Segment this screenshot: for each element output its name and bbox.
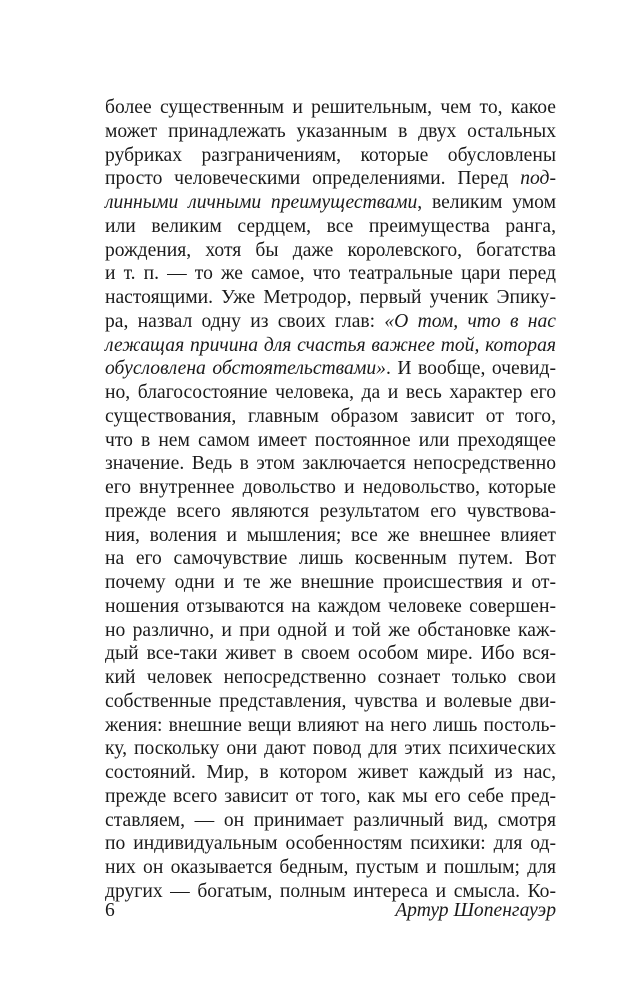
text-run: рождения, хотя бы даже королевского, богатства: [105, 239, 556, 261]
text-run: других — богатым, полным интереса и смысла. Ко-: [105, 880, 556, 902]
text-run: ношения отзываются на каждом человеке совершен-: [105, 595, 556, 617]
text-run: ра, назвал одну из своих глав:: [105, 310, 385, 332]
text-line: [105, 357, 556, 381]
text-run: настоящими. Уже Метродор, первый ученик Эпику-: [105, 287, 556, 308]
running-author: Артур Шопенгауэр: [395, 900, 556, 921]
text-line: [105, 310, 556, 334]
text-line: [105, 144, 556, 168]
text-run: по индивидуальным особенностям психики: для од-: [105, 833, 556, 855]
text-run: что в нем самом имеет постоянное или преходящее: [105, 429, 556, 451]
text-line: [105, 737, 556, 761]
text-line: [105, 714, 556, 738]
text-run: ку, поскольку они дают повод для этих психических: [105, 738, 556, 760]
text-line: [105, 619, 556, 643]
text-run: , великим умом: [417, 192, 556, 213]
body-text: [105, 96, 556, 904]
text-run: прежде всего зависит от того, как мы его себе пред-: [105, 785, 556, 807]
text-run: ставляем, — он принимает различный вид, смотря: [105, 809, 556, 831]
text-line: [105, 690, 556, 714]
text-line: [105, 405, 556, 429]
italic-text: обусловлена обстоятельствами»: [105, 358, 386, 380]
page-number: 6: [105, 900, 115, 921]
text-run: них он оказывается бедным, пустым и пошлым; для: [105, 857, 556, 878]
text-line: [105, 832, 556, 856]
text-line: [105, 262, 556, 286]
text-run: просто человеческими определениями. Перед: [105, 168, 521, 190]
text-run: собственные представления, чувства и волевые дви-: [105, 690, 556, 712]
text-run: рубриках разграничениям, которые обусловлены: [105, 144, 556, 166]
text-run: его внутреннее довольство и недовольство, которые: [105, 477, 556, 498]
text-line: [105, 642, 556, 666]
text-line: [105, 429, 556, 453]
text-line: [105, 476, 556, 500]
italic-text: лежащая причина для счастья важнее той, которая: [105, 334, 556, 356]
text-line: [105, 120, 556, 144]
page-footer: [105, 900, 556, 926]
text-run: но, благосостояние человека, да и весь характер его: [105, 382, 556, 403]
text-line: [105, 809, 556, 833]
text-run: и т. п. — то же самое, что театральные цари перед: [105, 263, 556, 285]
text-line: [105, 334, 556, 358]
text-run: . И вообще, очевид-: [385, 358, 556, 380]
text-run: состояний. Мир, в котором живет каждый из нас,: [105, 762, 556, 783]
text-line: [105, 856, 556, 880]
text-run: значение. Ведь в этом заключается непосредственно: [105, 453, 556, 475]
text-run: кий человек непосредственно сознает только свои: [105, 667, 556, 688]
text-line: [105, 547, 556, 571]
text-run: но различно, и при одной и той же обстановке каж-: [105, 619, 556, 641]
text-run: на его самочувствие лишь косвенным путем. Вот: [105, 548, 556, 570]
text-run: может принадлежать указанным в двух остальных: [105, 120, 556, 142]
text-run: существования, главным образом зависит от того,: [105, 405, 556, 427]
text-line: [105, 524, 556, 548]
text-line: [105, 215, 556, 239]
italic-text: линными личными преимуществами: [105, 192, 418, 213]
text-run: дый все-таки живет в своем особом мире. Ибо вся-: [105, 643, 556, 665]
text-run: прежде всего являются результатом его чувствова-: [105, 500, 556, 522]
text-run: почему одни и те же внешние происшествия и от-: [105, 572, 556, 593]
text-line: [105, 500, 556, 524]
text-run: жения: внешние вещи влияют на него лишь постоль-: [105, 714, 556, 736]
text-line: [105, 666, 556, 690]
text-line: [105, 452, 556, 476]
text-run: или великим сердцем, все преимущества ранга,: [105, 215, 556, 237]
text-run: ния, воления и мышления; все же внешнее влияет: [105, 524, 556, 546]
text-line: [105, 785, 556, 809]
text-line: [105, 239, 556, 263]
text-line: [105, 286, 556, 310]
italic-text: «О том, что в нас: [384, 310, 556, 332]
text-line: [105, 167, 556, 191]
text-run: более существенным и решительным, чем то, какое: [105, 97, 556, 118]
text-line: [105, 595, 556, 619]
text-line: [105, 381, 556, 405]
text-line: [105, 191, 556, 215]
italic-text: под-: [520, 168, 556, 190]
text-line: [105, 571, 556, 595]
text-line: [105, 96, 556, 120]
text-line: [105, 761, 556, 785]
